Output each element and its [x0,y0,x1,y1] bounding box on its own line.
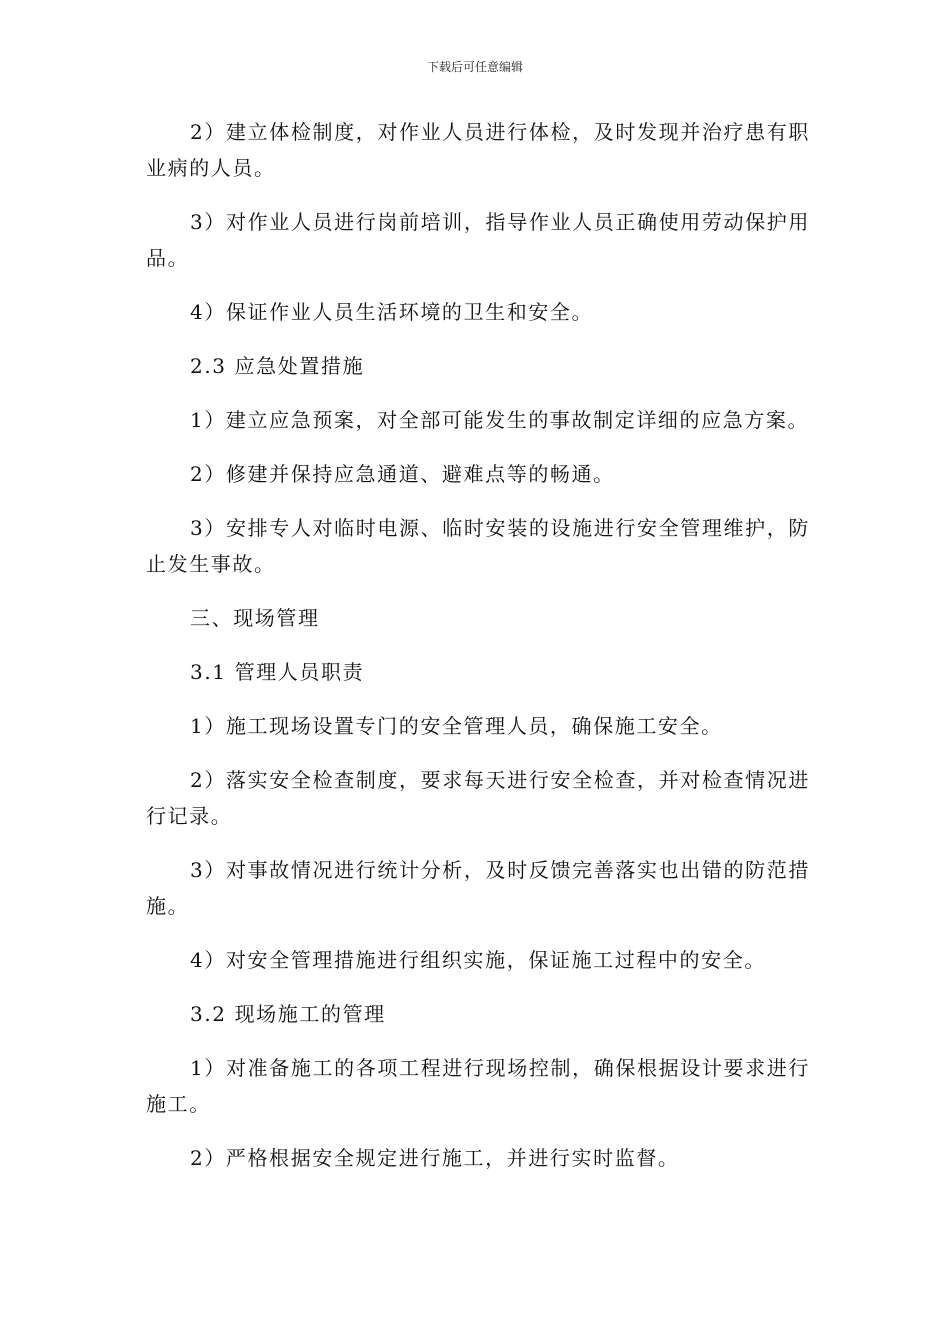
section-heading-manager-duties: 3.1 管理人员职责 [190,660,365,684]
page-header: 下载后可任意编辑 [426,60,523,74]
paragraph-emergency-passage: 2）修建并保持应急通道、避难点等的畅通。 [190,462,615,486]
paragraph-site-control: 1）对准备施工的各项工程进行现场控制，确保根据设计要求进行施工。 [146,1056,810,1116]
paragraph-training: 3）对作业人员进行岗前培训，指导作业人员正确使用劳动保护用品。 [146,210,810,270]
paragraph-emergency-plan: 1）建立应急预案，对全部可能发生的事故制定详细的应急方案。 [190,408,810,432]
section-heading-emergency: 2.3 应急处置措施 [190,354,365,378]
section-heading-site-construction: 3.2 现场施工的管理 [190,1002,386,1026]
paragraph-safety-inspection: 2）落实安全检查制度，要求每天进行安全检查，并对检查情况进行记录。 [146,768,810,828]
paragraph-implementation: 4）对安全管理措施进行组织实施，保证施工过程中的安全。 [190,948,766,972]
document-body [146,114,810,1194]
paragraph-accident-analysis: 3）对事故情况进行统计分析，及时反馈完善落实也出错的防范措施。 [146,858,810,918]
paragraph-supervision: 2）严格根据安全规定进行施工，并进行实时监督。 [190,1146,680,1170]
chapter-heading-site-management: 三、现场管理 [190,606,320,630]
paragraph-health-check: 2）建立体检制度，对作业人员进行体检，及时发现并治疗患有职业病的人员。 [146,120,810,180]
paragraph-living-environment: 4）保证作业人员生活环境的卫生和安全。 [190,300,594,324]
paragraph-safety-personnel: 1）施工现场设置专门的安全管理人员，确保施工安全。 [190,714,723,738]
paragraph-temporary-power: 3）安排专人对临时电源、临时安装的设施进行安全管理维护，防止发生事故。 [146,516,810,576]
